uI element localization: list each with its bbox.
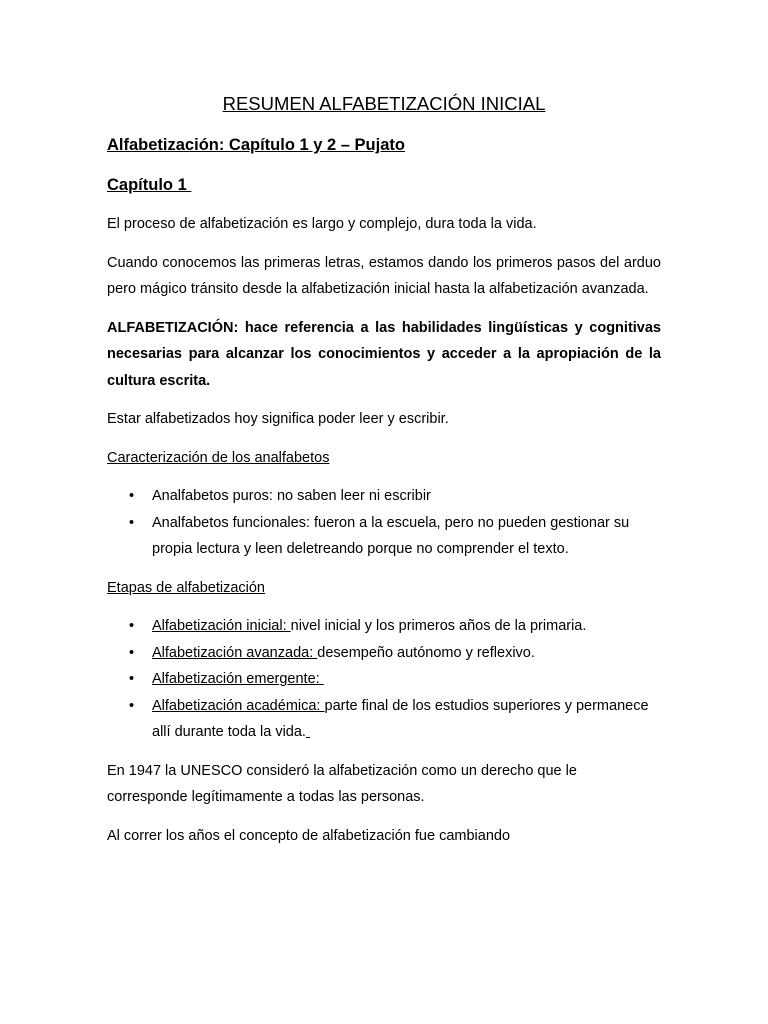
document-title: RESUMEN ALFABETIZACIÓN INICIAL <box>222 93 546 114</box>
illiterates-list <box>107 483 661 563</box>
stage-term: Alfabetización emergente: <box>152 671 324 687</box>
bullet-icon: • <box>129 514 135 531</box>
bullet-icon: • <box>129 488 135 504</box>
bullet-icon: • <box>129 671 135 687</box>
paragraph-intro: El proceso de alfabetización es largo y complejo, dura toda la vida. <box>107 216 537 232</box>
stages-list <box>107 613 661 746</box>
list-item-text: Analfabetos puros: no saben leer ni escribir <box>152 488 431 504</box>
stage-description: nivel inicial y los primeros años de la primaria. <box>290 618 587 634</box>
paragraph-definition: ALFABETIZACIÓN: hace referencia a las habilidades lingüísticas y cognitivas necesarias para alcanzar los conocimientos y acceder a la apropiación de la cultura escrita. <box>107 319 661 389</box>
paragraph-concept-change: Al correr los años el concepto de alfabetización fue cambiando <box>107 827 511 844</box>
document-subtitle: Alfabetización: Capítulo 1 y 2 – Pujato <box>107 136 405 154</box>
stage-term: Alfabetización académica: <box>152 697 325 714</box>
stage-description: desempeño autónomo y reflexivo. <box>317 644 535 661</box>
section-heading-illiterates <box>107 445 661 472</box>
stage-description: parte final de los estudios superiores y permanece allí durante toda la vida. <box>152 697 649 740</box>
section-heading-stages <box>107 575 661 602</box>
document-body <box>107 91 661 849</box>
bullet-icon: • <box>129 618 135 634</box>
paragraph-literate-today: Estar alfabetizados hoy significa poder leer y escribir. <box>107 411 449 427</box>
chapter-heading: Capítulo 1 <box>107 176 192 194</box>
paragraph-unesco: En 1947 la UNESCO consideró la alfabetización como un derecho que le corresponde legítimamente a todas las personas. <box>107 762 577 805</box>
list-item <box>107 640 661 667</box>
list-item <box>107 483 661 510</box>
bullet-icon: • <box>129 697 135 714</box>
bullet-icon: • <box>129 644 135 661</box>
list-item <box>107 693 661 746</box>
section-heading-illiterates-text: Caracterización de los analfabetos <box>107 449 330 466</box>
list-item-text: Analfabetos funcionales: fueron a la escuela, pero no pueden gestionar su propia lectura y leen deletreando porque no comprender el texto. <box>152 514 630 557</box>
list-item <box>107 510 661 563</box>
list-item <box>107 613 661 640</box>
paragraph-first-letters: Cuando conocemos las primeras letras, estamos dando los primeros pasos del arduo pero mágico tránsito desde la alfabetización inicial hasta la alfabetización avanzada. <box>107 254 661 297</box>
stage-term: Alfabetización inicial: <box>152 618 291 634</box>
section-heading-stages-text: Etapas de alfabetización <box>107 579 265 596</box>
stage-term: Alfabetización avanzada: <box>152 644 318 661</box>
stage-trailing-underline <box>306 724 310 740</box>
list-item <box>107 666 661 693</box>
